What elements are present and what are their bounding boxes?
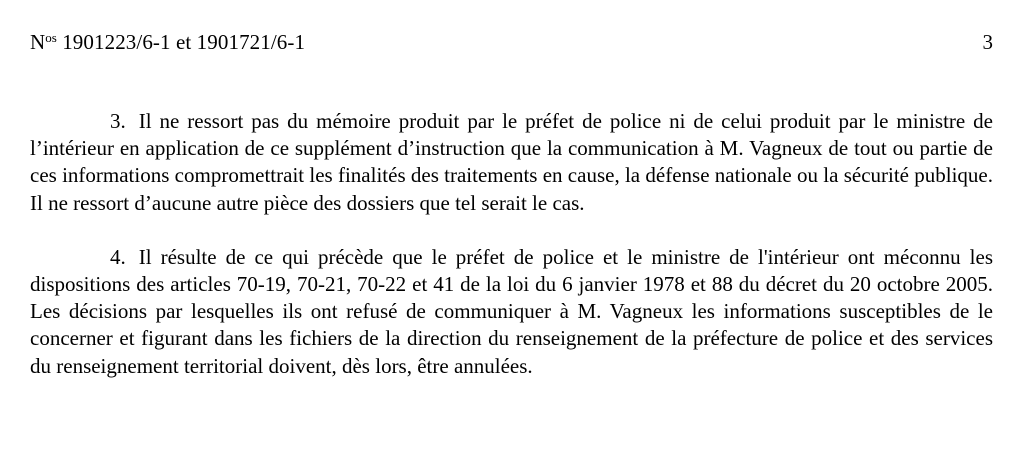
paragraph-3 [30, 108, 993, 217]
case-reference-superscript: os [45, 30, 57, 45]
paragraph-3-number: 3. [110, 109, 126, 133]
page-number: 3 [982, 29, 993, 54]
case-reference [30, 24, 305, 56]
document-body [30, 108, 993, 380]
page-header [30, 24, 993, 56]
paragraph-4-text: Il résulte de ce qui précède que le préfet de police et le ministre de l'intérieur ont méconnu les dispositions des articles 70-19, 70-21, 70-22 et 41 de la loi du 6 janvier 1978 et 88 du décret du 20 octobre 2005. Les décisions par lesquelles ils ont refusé de communiquer à M. Vagneux les informations susceptibles de le concerner et figurant dans les fichiers de la direction du renseignement de la préfecture de police et des services du renseignement territorial doivent, dès lors, être annulées. [30, 244, 993, 378]
case-reference-numbers: 1901223/6-1 et 1901721/6-1 [56, 29, 306, 54]
paragraph-4 [30, 244, 993, 380]
paragraph-4-number: 4. [110, 244, 126, 269]
paragraph-3-lead-in [110, 108, 139, 135]
paragraph-3-text: Il ne ressort pas du mémoire produit par le préfet de police ni de celui produit par le ministre de l’intérieur en application de ce supplément d’instruction que la communication à M. Vagneux de tout ou partie de ces informations compromettrait les finalités des traitements en cause, la défense nationale ou la sécurité publique. Il ne ressort d’aucune autre pièce des dossiers que tel serait le cas. [30, 109, 993, 215]
case-reference-prefix: N [30, 29, 46, 54]
paragraph-4-lead-in [110, 244, 139, 271]
